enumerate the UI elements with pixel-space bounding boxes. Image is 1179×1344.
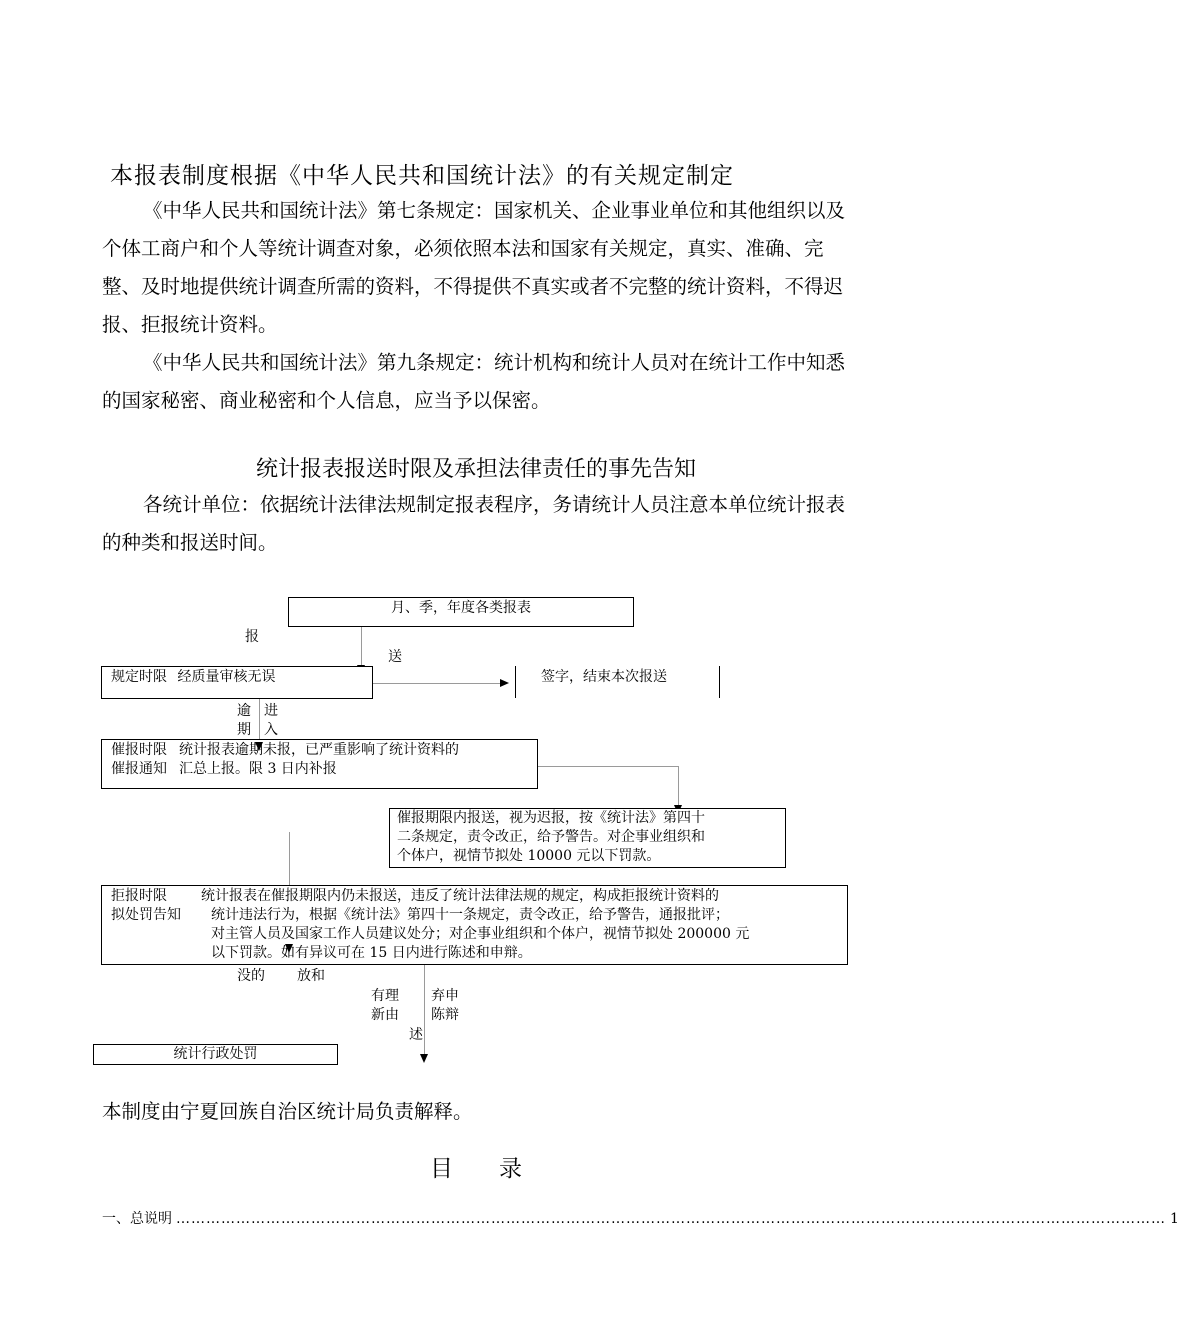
connector-line: [678, 766, 679, 806]
arrow-down-icon: [285, 944, 293, 953]
label-ru: 入: [264, 722, 278, 738]
footer-note: 本制度由宁夏回族自治区统计局负责解释。: [102, 1100, 473, 1123]
label-qi-shen: 弃申: [431, 988, 459, 1004]
flow-box-reports-text: 月、季，年度各类报表: [391, 600, 531, 616]
label-xin-you: 新由: [371, 1007, 399, 1023]
sign-box-right-edge: [719, 666, 720, 698]
urge-label-1: 催报时限: [111, 742, 167, 758]
connector-line: [373, 683, 503, 684]
urge-label-2: 催报通知: [111, 761, 167, 777]
late-line-2: 二条规定，责令改正，给予警告。对企事业组织和: [397, 829, 705, 845]
label-chen-bian: 陈辩: [431, 1007, 459, 1023]
sign-box-left-edge: [515, 666, 516, 698]
connector-line: [361, 627, 362, 667]
refuse-line-2: 统计违法行为，根据《统计法》第四十一条规定，责令改正，给予警告，通报批评；: [211, 907, 729, 923]
heading-notice: 统计报表报送时限及承担法律责任的事先告知: [255, 457, 696, 482]
toc-title: 目 录: [430, 1156, 522, 1182]
connector-line: [424, 965, 425, 1055]
connector-line: [259, 699, 260, 743]
arrow-down-icon: [255, 742, 263, 751]
label-shu: 述: [409, 1027, 423, 1043]
arrow-down-icon: [420, 1054, 428, 1063]
arrow-right-icon: [500, 679, 509, 687]
flow-box-penalty: [93, 1044, 338, 1065]
flow-box-reports: [288, 597, 634, 627]
late-line-3: 个体户，视情节拟处 10000 元以下罚款。: [397, 848, 661, 864]
refuse-label-2: 拟处罚告知: [111, 907, 181, 923]
label-song: 送: [388, 649, 402, 665]
flow-box-refuse: [101, 885, 848, 965]
toc-entry-label: 一、总说明: [102, 1211, 172, 1227]
label-fang-he: 放和: [297, 968, 325, 984]
paragraph-article-9: 《中华人民共和国统计法》第九条规定：统计机构和统计人员对在统计工作中知悉的国家秘密、商业秘密和个人信息，应当予以保密。: [102, 351, 846, 412]
late-line-1: 催报期限内报送，视为迟报，按《统计法》第四十: [397, 810, 705, 826]
flow-sign-text: 签字，结束本次报送: [541, 669, 667, 685]
urge-text-2: 汇总上报。限 3 日内补报: [179, 761, 337, 777]
refuse-label-1: 拒报时限: [111, 888, 167, 904]
flow-box-late: [389, 808, 786, 868]
label-you-li: 有理: [371, 988, 399, 1004]
flow-box-deadline: [101, 666, 373, 699]
flow-box-deadline-text: 经质量审核无误: [177, 669, 276, 685]
label-jin: 进: [264, 703, 278, 719]
refuse-line-3: 对主管人员及国家工作人员建议处分；对企事业组织和个体户，视情节拟处 200000 元: [211, 926, 750, 942]
flow-box-deadline-label: 规定时限: [111, 669, 167, 685]
refuse-line-1: 统计报表在催报期限内仍未报送，违反了统计法律法规的规定，构成拒报统计资料的: [201, 888, 719, 904]
toc-entry[interactable]: [102, 1208, 1179, 1228]
connector-line: [289, 832, 290, 886]
paragraph-article-7: 《中华人民共和国统计法》第七条规定：国家机关、企业事业单位和其他组织以及个体工商户和个人等统计调查对象，必须依照本法和国家有关规定，真实、准确、完整、及时地提供统计调查所需的资料，不得提供不真实或者不完整的统计资料，不得迟报、拒报统计资料。: [102, 199, 846, 336]
label-yu: 逾: [237, 703, 251, 719]
paragraph-notice: 各统计单位：依据统计法律法规制定报表程序，务请统计人员注意本单位统计报表的种类和报送时间。: [102, 493, 846, 554]
urge-text-1: 统计报表逾期未报，已严重影响了统计资料的: [179, 742, 459, 758]
label-mei-de: 没的: [237, 968, 265, 984]
refuse-line-4: 以下罚款。如有异议可在 15 日内进行陈述和申辩。: [211, 945, 532, 961]
flow-box-urge: [101, 739, 538, 789]
connector-line: [538, 766, 678, 767]
toc-entry-page: 1: [1170, 1211, 1179, 1227]
flow-box-penalty-text: 统计行政处罚: [173, 1046, 258, 1062]
label-qi: 期: [237, 722, 251, 738]
heading-legal-basis: 本报表制度根据《中华人民共和国统计法》的有关规定制定: [110, 163, 734, 189]
toc-leader-dots: ………………………………………………………………………………………………………………………………………………………………………………: [176, 1211, 1166, 1227]
label-bao: 报: [245, 629, 259, 645]
